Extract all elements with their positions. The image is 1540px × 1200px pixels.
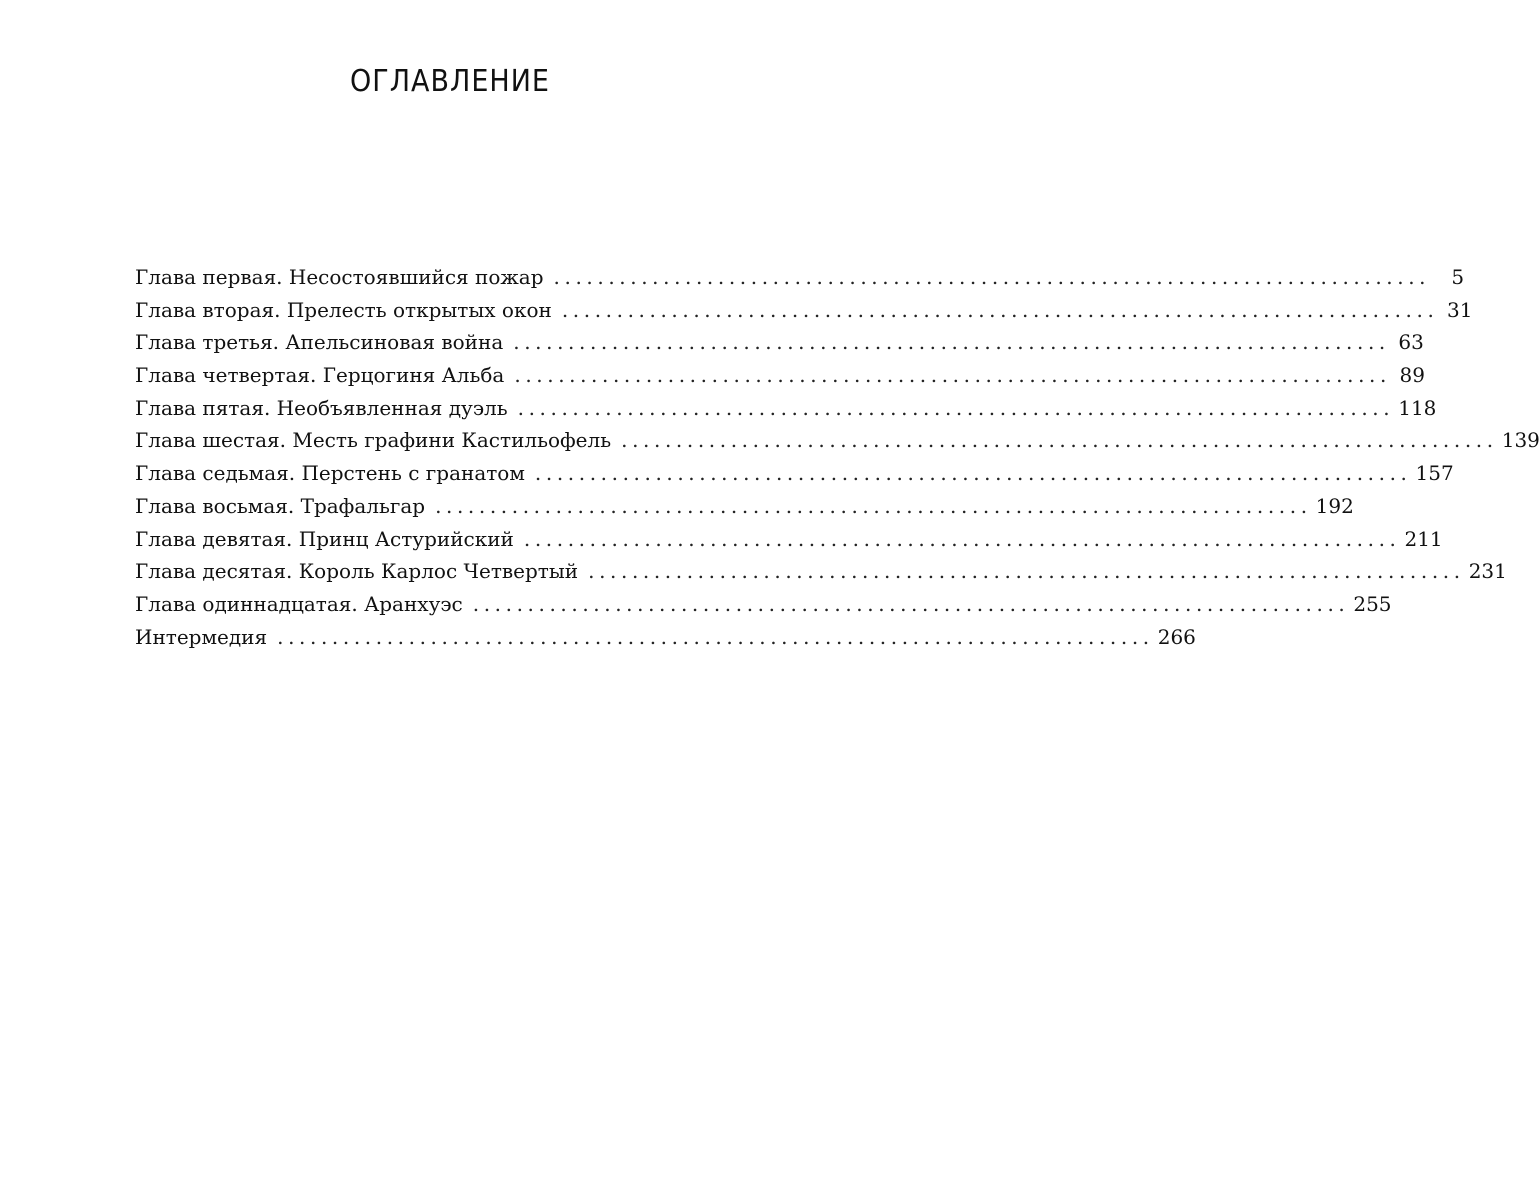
toc-list	[135, 261, 1540, 653]
toc-entry-page: 157	[1415, 461, 1454, 486]
toc-entry-page: 89	[1399, 363, 1425, 388]
toc-title: ОГЛАВЛЕНИЕ	[350, 64, 550, 99]
toc-entry	[135, 621, 1196, 654]
toc-leader-dots: ................................................................................	[621, 428, 1498, 453]
toc-entry-label: Глава десятая. Король Карлос Четвертый	[135, 559, 579, 584]
toc-entry-label: Глава вторая. Прелесть открытых окон	[135, 297, 552, 322]
toc-entry-label: Глава седьмая. Перстень с гранатом	[135, 461, 525, 486]
toc-entry	[135, 359, 1425, 392]
toc-leader-dots: ................................................................................	[472, 591, 1350, 616]
toc-entry	[135, 326, 1424, 359]
toc-entry-page: 211	[1404, 526, 1443, 551]
toc-entry-label: Глава первая. Несостоявшийся пожар	[135, 265, 544, 289]
toc-leader-dots: ................................................................................	[523, 526, 1401, 551]
toc-entry-label: Интермедия	[135, 624, 268, 649]
toc-leader-dots: ................................................................................	[435, 493, 1312, 518]
toc-entry-label: Глава шестая. Месть графини Кастильофель	[135, 428, 612, 453]
toc-entry-page: 63	[1398, 330, 1424, 355]
toc-entry	[135, 392, 1437, 425]
toc-leader-dots: ................................................................................	[553, 265, 1431, 289]
toc-entry	[135, 424, 1540, 457]
toc-entry	[135, 261, 1465, 294]
toc-entry-label: Глава третья. Апельсиновая война	[135, 330, 504, 355]
toc-leader-dots: ................................................................................	[561, 297, 1439, 322]
toc-entry	[135, 555, 1507, 588]
toc-entry-label: Глава восьмая. Трафальгар	[135, 493, 426, 518]
toc-entry-label: Глава пятая. Необъявленная дуэль	[135, 395, 508, 420]
toc-entry	[135, 457, 1454, 490]
toc-leader-dots: ................................................................................	[588, 559, 1465, 584]
toc-entry-page: 231	[1468, 559, 1507, 584]
toc-entry-label: Глава одиннадцатая. Аранхуэс	[135, 591, 463, 616]
toc-entry-page: 266	[1157, 624, 1196, 649]
toc-entry-page: 31	[1446, 297, 1473, 322]
toc-entry-page: 139	[1501, 428, 1540, 453]
toc-leader-dots: ................................................................................	[513, 330, 1390, 355]
toc-entry	[135, 588, 1392, 621]
toc-leader-dots: ................................................................................	[534, 461, 1412, 486]
toc-entry-page: 118	[1398, 395, 1437, 420]
toc-entry	[135, 490, 1354, 523]
toc-entry-page: 192	[1315, 493, 1354, 518]
toc-leader-dots: ................................................................................	[277, 624, 1154, 649]
toc-entry	[135, 294, 1473, 327]
toc-leader-dots: ................................................................................	[514, 363, 1391, 388]
toc-leader-dots: ................................................................................	[517, 395, 1395, 420]
toc-entry-label: Глава девятая. Принц Астурийский	[135, 526, 514, 551]
toc-entry	[135, 523, 1443, 556]
toc-entry-page: 5	[1451, 265, 1465, 289]
toc-entry-page: 255	[1353, 591, 1392, 616]
toc-entry-label: Глава четвертая. Герцогиня Альба	[135, 363, 505, 388]
